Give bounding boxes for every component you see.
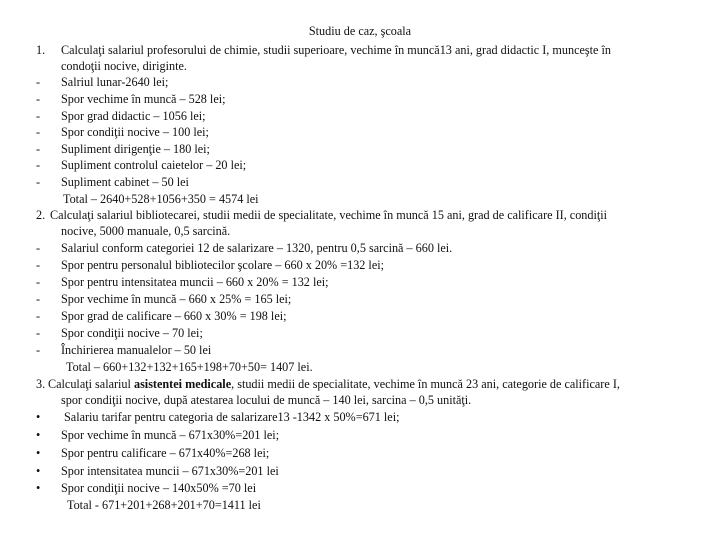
item-marker: - <box>36 142 41 156</box>
item-text: Supliment controlul caietelor – 20 lei; <box>61 158 247 172</box>
item-text: Salariul conform categoriei 12 de salarizare – 1320, pentru 0,5 sarcină – 660 lei. <box>61 241 453 255</box>
case2-text: Calculaţi salariul bibliotecarei, studii medii de specialitate, vechime în muncă 15 ani, grad de calificare II, condiţii <box>50 208 608 222</box>
case1-number: 1. <box>36 43 46 57</box>
item-marker: - <box>36 175 41 189</box>
case3-text-bold: asistentei medicale <box>133 377 232 391</box>
case3-text <box>48 376 620 392</box>
item-marker: • <box>36 410 41 424</box>
item-text: Spor vechime în muncă – 528 lei; <box>61 92 226 106</box>
item-marker: - <box>36 158 41 172</box>
item-text: Spor pentru intensitatea muncii – 660 x 20% = 132 lei; <box>61 275 329 289</box>
item-marker: - <box>36 292 41 306</box>
item-text: Spor grad de calificare – 660 x 30% = 198 lei; <box>61 309 287 323</box>
item-text: Salriul lunar-2640 lei; <box>61 75 169 89</box>
item-marker: • <box>36 428 41 442</box>
item-marker: - <box>36 92 41 106</box>
item-text: Spor condiţii nocive – 100 lei; <box>61 125 209 139</box>
item-marker: • <box>36 464 41 478</box>
case2-total: Total – 660+132+132+165+198+70+50= 1407 lei. <box>66 360 313 374</box>
item-marker: - <box>36 343 41 357</box>
case3-text-after: , studii medii de specialitate, vechime în muncă 23 ani, categorie de calificare I, <box>231 377 620 391</box>
item-text: Supliment dirigenţie – 180 lei; <box>61 142 210 156</box>
item-marker: - <box>36 309 41 323</box>
item-text: Spor grad didactic – 1056 lei; <box>61 109 206 123</box>
case3-text-before: Calculaţi salariul <box>48 377 134 391</box>
item-text: Supliment cabinet – 50 lei <box>61 175 189 189</box>
item-marker: - <box>36 109 41 123</box>
page-title: Studiu de caz, şcoala <box>308 24 412 38</box>
item-text: Spor condiţii nocive – 140x50% =70 lei <box>61 481 257 495</box>
case2-cont: nocive, 5000 manuale, 0,5 sarcină. <box>61 224 231 238</box>
item-marker: - <box>36 125 41 139</box>
case3-total: Total - 671+201+268+201+70=1411 lei <box>67 498 261 512</box>
item-marker: - <box>36 75 41 89</box>
item-marker: • <box>36 446 41 460</box>
item-text: Salariu tarifar pentru categoria de salarizare13 -1342 x 50%=671 lei; <box>64 410 400 424</box>
case1-cont: condoţii nocive, diriginte. <box>61 59 187 73</box>
case3-number: 3. <box>36 377 46 391</box>
case3-cont: spor condiţii nocive, după atestarea locului de muncă – 140 lei, sarcina – 0,5 unităţi. <box>61 393 472 407</box>
item-text: Spor pentru personalul bibliotecilor şcolare – 660 x 20% =132 lei; <box>61 258 385 272</box>
item-text: Spor intensitatea muncii – 671x30%=201 lei <box>61 464 279 478</box>
case1-text: Calculaţi salariul profesorului de chimie, studii superioare, vechime în muncă13 ani, grad didactic I, munceşte în <box>61 43 611 57</box>
item-text: Spor pentru calificare – 671x40%=268 lei; <box>61 446 270 460</box>
item-marker: • <box>36 481 41 495</box>
item-marker: - <box>36 258 41 272</box>
item-text: Spor vechime în muncă – 671x30%=201 lei; <box>61 428 280 442</box>
item-marker: - <box>36 275 41 289</box>
item-marker: - <box>36 241 41 255</box>
item-text: Închirierea manualelor – 50 lei <box>61 343 212 357</box>
case2-number: 2. <box>36 208 46 222</box>
item-text: Spor condiţii nocive – 70 lei; <box>61 326 203 340</box>
item-marker: - <box>36 326 41 340</box>
case1-total: Total – 2640+528+1056+350 = 4574 lei <box>63 192 259 206</box>
item-text: Spor vechime în muncă – 660 x 25% = 165 lei; <box>61 292 292 306</box>
